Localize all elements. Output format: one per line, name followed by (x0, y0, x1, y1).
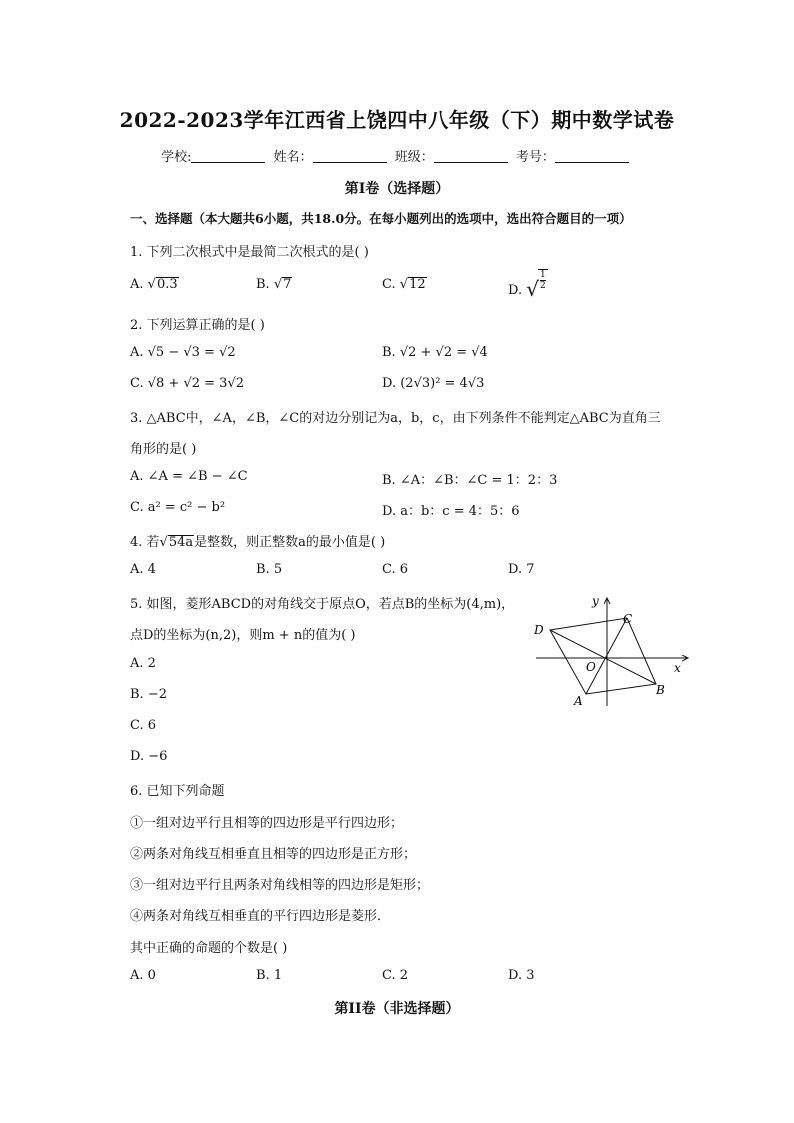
y-axis-label: y (592, 594, 599, 608)
q4-option-c[interactable]: C. 6 (382, 562, 409, 577)
q1-d-numerator: 1 (539, 270, 546, 280)
class-blank[interactable] (434, 150, 508, 163)
exam-no-label: 考号： (515, 150, 555, 165)
q6-item-2: ②两条对角线互相垂直且相等的四边形是正方形； (130, 847, 417, 862)
q1-a-radicand: 0.3 (156, 277, 178, 292)
q2-option-b[interactable]: B. √2 + √2 = √4 (382, 345, 488, 360)
q6-item-4: ④两条对角线互相垂直的平行四边形是菱形． (130, 909, 391, 924)
q3-option-c[interactable]: C. a² = c² − b² (130, 500, 226, 515)
name-blank[interactable] (313, 150, 387, 163)
exam-no-blank[interactable] (555, 150, 629, 163)
q2-option-a[interactable]: A. √5 − √3 = √2 (130, 345, 236, 360)
q6-item-1: ①一组对边平行且相等的四边形是平行四边形； (130, 816, 404, 831)
q6-option-c[interactable]: C. 2 (382, 968, 409, 983)
part1-heading: 第I卷（选择题） (344, 181, 450, 197)
q6-question: 其中正确的命题的个数是( ) (130, 941, 288, 956)
q5-option-d[interactable]: D. −6 (130, 749, 168, 764)
q5-option-a[interactable]: A. 2 (130, 656, 156, 671)
school-blank[interactable] (191, 150, 265, 163)
exam-title: 2022-2023学年江西省上饶四中八年级（下）期中数学试卷 (119, 108, 675, 132)
q3-option-d[interactable]: D. a：b：c = 4：5：6 (382, 504, 520, 519)
q5-stem-line2: 点D的坐标为(n,2)，则m + n的值为( ) (130, 628, 356, 643)
q3-option-a[interactable]: A. ∠A = ∠B − ∠C (130, 469, 248, 484)
section1-heading: 一、选择题（本大题共6小题，共18.0分。在每小题列出的选项中，选出符合题目的一项） (130, 211, 632, 226)
q4-option-b[interactable]: B. 5 (256, 562, 283, 577)
x-axis-label: x (674, 661, 681, 675)
rhombus-figure (528, 588, 698, 713)
rhombus-abcd (550, 618, 656, 694)
q1-b-radicand: 7 (283, 277, 292, 292)
q5-stem-line1: 5. 如图，菱形ABCD的对角线交于原点O，若点B的坐标为(4,m)， (130, 597, 515, 612)
q6-item-3: ③一组对边平行且两条对角线相等的四边形是矩形； (130, 878, 430, 893)
q1-stem: 1. 下列二次根式中是最简二次根式的是( ) (130, 245, 369, 260)
name-label: 姓名： (273, 150, 313, 165)
q2-option-d[interactable]: D. (2√3)² = 4√3 (382, 376, 485, 391)
q4-radicand: 54a (168, 535, 194, 550)
q6-option-a[interactable]: A. 0 (130, 968, 156, 983)
q5-option-b[interactable]: B. −2 (130, 687, 167, 702)
point-a-label: A (574, 694, 583, 708)
school-label: 学校: (161, 150, 192, 165)
q1-option-d[interactable]: D. √ $\frac{1}{2}$ (508, 270, 546, 301)
q3-option-b[interactable]: B. ∠A：∠B：∠C = 1：2：3 (382, 473, 558, 488)
diagonal-bd (550, 630, 656, 684)
point-o-label: O (586, 660, 596, 674)
q6-option-b[interactable]: B. 1 (256, 968, 283, 983)
q1-option-a[interactable]: A. √0.3 (130, 277, 178, 292)
part2-heading: 第II卷（非选择题） (334, 1001, 460, 1017)
q1-option-b[interactable]: B. √7 (256, 277, 292, 292)
q1-option-c[interactable]: C. √12 (382, 277, 426, 292)
q3-stem-line1: 3. △ABC中，∠A，∠B，∠C的对边分别记为a，b，c，由下列条件不能判定△ABC为直角三 (130, 411, 661, 426)
point-c-label: C (623, 612, 633, 626)
student-info-line (0, 146, 794, 165)
q3-stem-line2: 角形的是( ) (130, 442, 197, 457)
q1-c-radicand: 12 (409, 277, 426, 292)
q1-d-denominator: 2 (539, 281, 546, 291)
q4-option-d[interactable]: D. 7 (508, 562, 535, 577)
q6-stem: 6. 已知下列命题 (130, 784, 225, 799)
class-label: 班级： (394, 150, 434, 165)
q4-stem: 4. 若√54a是整数，则正整数a的最小值是( ) (130, 535, 386, 550)
q5-option-c[interactable]: C. 6 (130, 718, 157, 733)
q2-option-c[interactable]: C. √8 + √2 = 3√2 (130, 376, 244, 391)
point-b-label: B (656, 683, 665, 697)
q6-option-d[interactable]: D. 3 (508, 968, 535, 983)
q2-stem: 2. 下列运算正确的是( ) (130, 318, 265, 333)
point-d-label: D (534, 623, 544, 637)
q4-option-a[interactable]: A. 4 (130, 562, 156, 577)
